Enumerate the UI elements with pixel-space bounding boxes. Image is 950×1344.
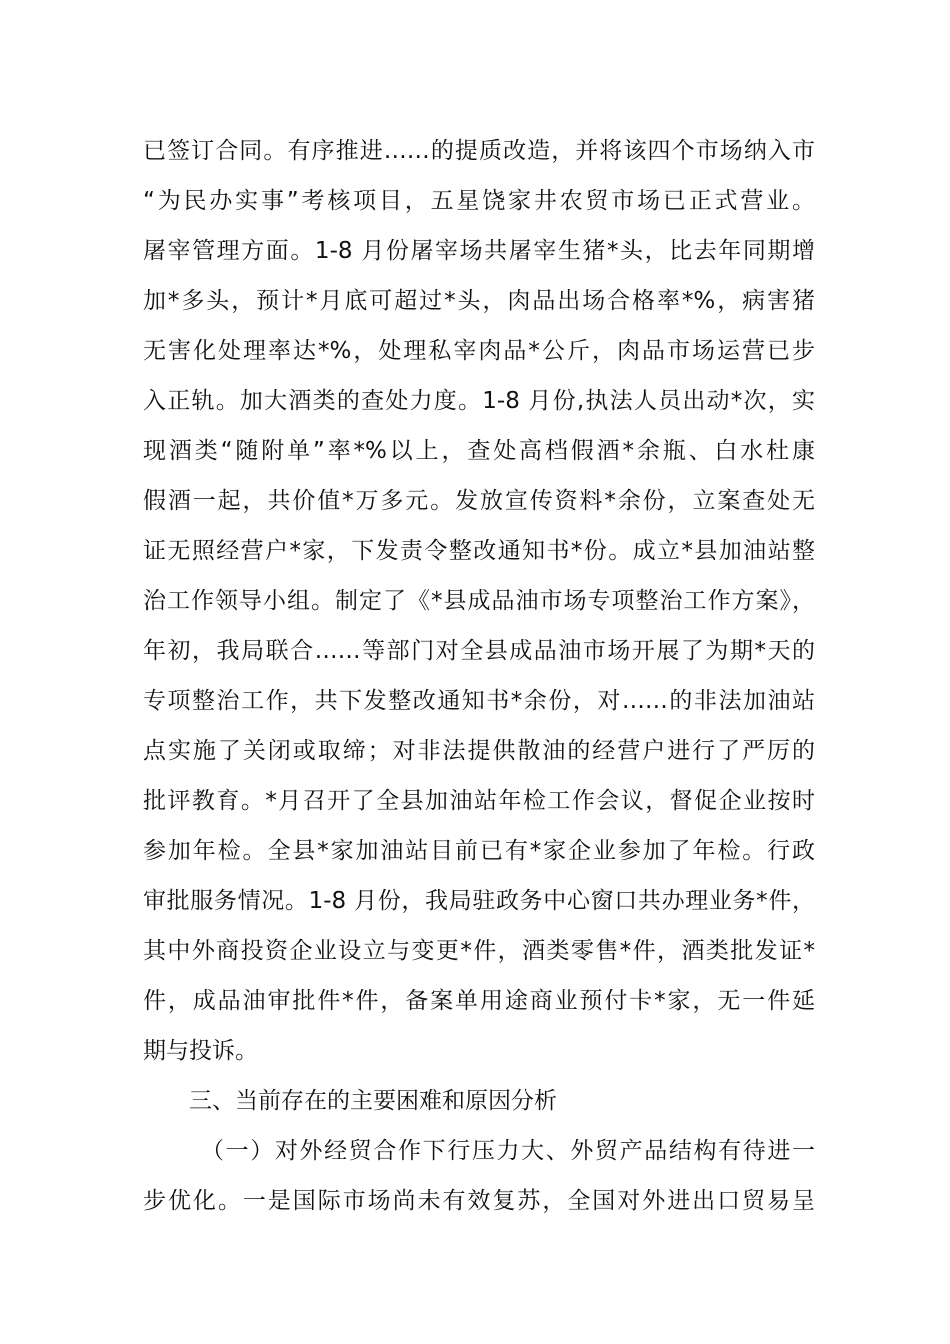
text-line: 入正轨。加大酒类的查处力度。1-8 月份,执法人员出动*次，实 <box>143 388 815 414</box>
text-line: 治工作领导小组。制定了《*县成品油市场专项整治工作方案》， <box>143 588 815 614</box>
text-line: 件，成品油审批件*件，备案单用途商业预付卡*家，无一件延 <box>143 988 815 1014</box>
text-line: 年初，我局联合……等部门对全县成品油市场开展了为期*天的 <box>143 638 815 664</box>
section-heading: 三、当前存在的主要困难和原因分析 <box>189 1088 557 1114</box>
text-line: 点实施了关闭或取缔；对非法提供散油的经营户进行了严厉的 <box>143 738 815 764</box>
subsection-heading: （一）对外经贸合作下行压力大、外贸产品结构有待进一 <box>201 1138 815 1164</box>
text-line: 已签订合同。有序推进……的提质改造，并将该四个市场纳入市 <box>143 138 815 164</box>
text-line: 无害化处理率达*%，处理私宰肉品*公斤，肉品市场运营已步 <box>143 338 815 364</box>
text-line: 加*多头，预计*月底可超过*头，肉品出场合格率*%，病害猪 <box>143 288 815 314</box>
text-line: 屠宰管理方面。1-8 月份屠宰场共屠宰生猪*头，比去年同期增 <box>143 238 815 264</box>
text-line: 其中外商投资企业设立与变更*件，酒类零售*件，酒类批发证* <box>143 938 815 964</box>
text-line: 期与投诉。 <box>143 1038 258 1064</box>
text-line: 现酒类“随附单”率*%以上，查处高档假酒*余瓶、白水杜康 <box>143 438 815 464</box>
text-line: 证无照经营户*家，下发责令整改通知书*份。成立*县加油站整 <box>143 538 815 564</box>
text-line: 参加年检。全县*家加油站目前已有*家企业参加了年检。行政 <box>143 838 815 864</box>
text-line: 假酒一起，共价值*万多元。发放宣传资料*余份，立案查处无 <box>143 488 815 514</box>
text-line: 批评教育。*月召开了全县加油站年检工作会议，督促企业按时 <box>143 788 815 814</box>
body-text <box>143 126 815 1226</box>
text-line: 步优化。一是国际市场尚未有效复苏，全国对外进出口贸易呈 <box>143 1188 815 1214</box>
text-line: “为民办实事”考核项目，五星饶家井农贸市场已正式营业。 <box>143 188 815 214</box>
text-line: 审批服务情况。1-8 月份，我局驻政务中心窗口共办理业务*件， <box>143 888 815 914</box>
text-line: 专项整治工作，共下发整改通知书*余份，对……的非法加油站 <box>143 688 815 714</box>
